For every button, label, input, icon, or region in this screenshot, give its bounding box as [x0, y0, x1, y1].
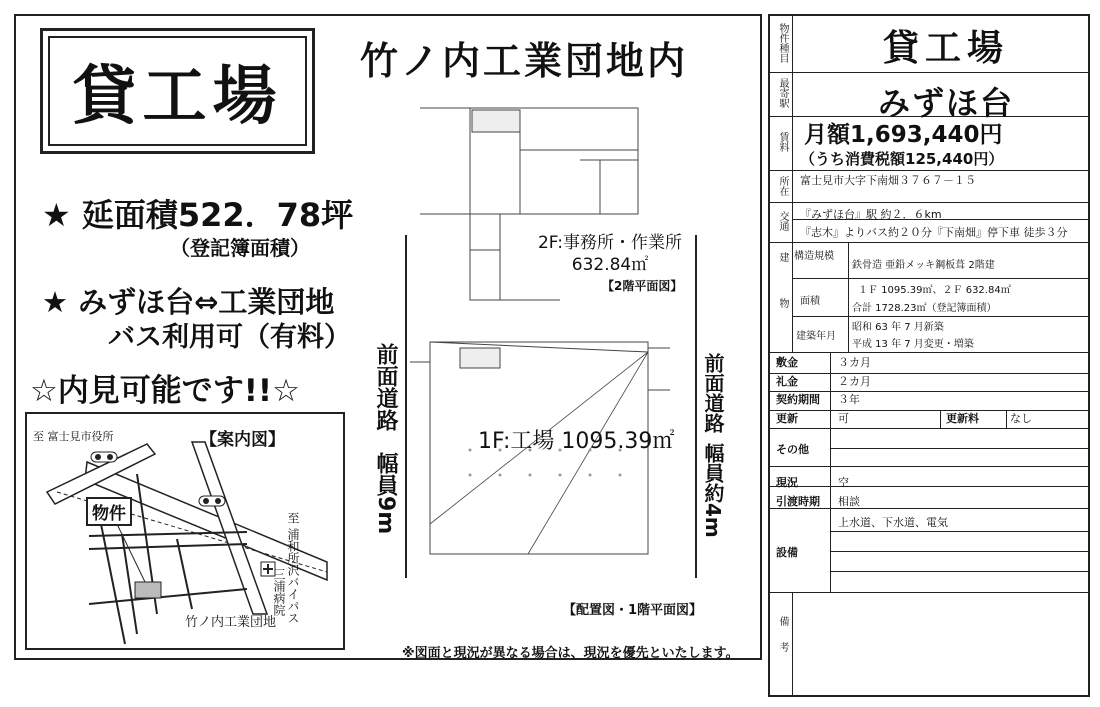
- rent-tax: （うち消費税額125,440円）: [800, 150, 1004, 168]
- facilities-value: 上水道、下水道、電気: [838, 516, 948, 529]
- road-left-width: 幅員9m: [373, 452, 398, 535]
- feature-viewing: ☆内見可能です!!☆: [30, 373, 300, 409]
- feature-area-note: （登記簿面積）: [170, 236, 310, 260]
- renewal-label: 更新: [776, 412, 798, 425]
- other-label: その他: [776, 443, 809, 456]
- map-label-toward-city-hall: 至 富士見市役所: [33, 430, 114, 443]
- feature-access: ★ みずほ台⇔工業団地: [42, 285, 335, 319]
- renewal-fee-value: なし: [1010, 412, 1032, 425]
- map-label-property: 物件: [86, 497, 132, 526]
- remarks-label: 備考: [777, 616, 788, 668]
- facilities-label: 設備: [776, 546, 798, 559]
- map-title: 【案内図】: [200, 430, 285, 450]
- status-value: 空: [838, 476, 849, 489]
- term-value: ３年: [838, 393, 860, 406]
- station-label: 最寄駅: [777, 78, 788, 108]
- transport-line-1: 『みずほ台』駅 約２．６km: [800, 208, 942, 221]
- renewal-value: 可: [838, 412, 849, 425]
- floor1-title: 【配置図・1階平面図】: [563, 603, 703, 618]
- built-label: 建築年月: [796, 331, 836, 342]
- area-value-1: １Ｆ 1095.39㎡、２Ｆ 632.84㎡: [858, 285, 1011, 296]
- built-value-1: 昭和 63 年 7 月新築: [852, 322, 944, 333]
- floor-plans: [400, 90, 700, 610]
- property-marker: [135, 582, 161, 598]
- status-label: 現況: [776, 476, 798, 489]
- area-label: 面積: [800, 296, 820, 307]
- term-label: 契約期間: [776, 393, 820, 406]
- type-value: 貸工場: [882, 28, 1009, 69]
- floor2-area: 632.84㎡: [571, 255, 649, 275]
- handover-label: 引渡時期: [776, 495, 820, 508]
- feature-area: ★ 延面積522．78坪: [42, 196, 354, 234]
- feature-access-note: バス利用可（有料）: [108, 322, 351, 353]
- address-label: 所在: [777, 176, 788, 196]
- road-right-width: 幅員約4m: [701, 443, 725, 538]
- complex-name: 竹ノ内工業団地内: [360, 39, 689, 83]
- floor2-label: [520, 232, 700, 276]
- rent-value: 月額1,693,440円: [804, 122, 1003, 148]
- station-value: みずほ台: [877, 84, 1014, 122]
- map-label-bypass: 至 浦和所沢バイパス: [286, 512, 300, 624]
- floor2-use: 2F:事務所・作業所: [537, 233, 682, 253]
- key-money-label: 礼金: [776, 375, 798, 388]
- map-label-hospital: 三浦病院: [272, 568, 286, 616]
- structure-label: 構造規模: [794, 251, 834, 262]
- road-right-label: 前面道路: [701, 353, 725, 433]
- title-badge: 貸工場: [48, 36, 307, 146]
- floor1-label: 1F:工場 1095.39㎡: [478, 429, 675, 454]
- transport-line-2: 『志木』よりバス約２０分『下南畑』停下車 徒歩３分: [800, 226, 1068, 239]
- road-left-label: 前面道路: [373, 343, 398, 431]
- transport-label: 交通: [777, 211, 788, 231]
- floor2-title: 【2階平面図】: [602, 279, 683, 293]
- type-label: 物件種目: [777, 23, 788, 63]
- key-money-value: ２カ月: [838, 375, 871, 388]
- structure-value: 鉄骨造 亜鉛メッキ鋼板葺 2階建: [852, 260, 995, 271]
- deposit-value: ３カ月: [838, 356, 871, 369]
- renewal-fee-label: 更新料: [946, 412, 979, 425]
- rent-label: 賃料: [777, 132, 788, 152]
- map-label-complex: 竹ノ内工業団地: [185, 615, 277, 630]
- building-label: 建物: [777, 252, 788, 344]
- built-value-2: 平成 13 年 7 月変更・増築: [852, 339, 974, 350]
- drawing-note: ※図面と現況が異なる場合は、現況を優先といたします。: [402, 646, 739, 661]
- deposit-label: 敷金: [776, 356, 798, 369]
- area-value-2: 合計 1728.23㎡（登記簿面積）: [852, 303, 997, 314]
- address-value: 富士見市大字下南畑３７６７－１５: [800, 174, 976, 187]
- handover-value: 相談: [838, 495, 860, 508]
